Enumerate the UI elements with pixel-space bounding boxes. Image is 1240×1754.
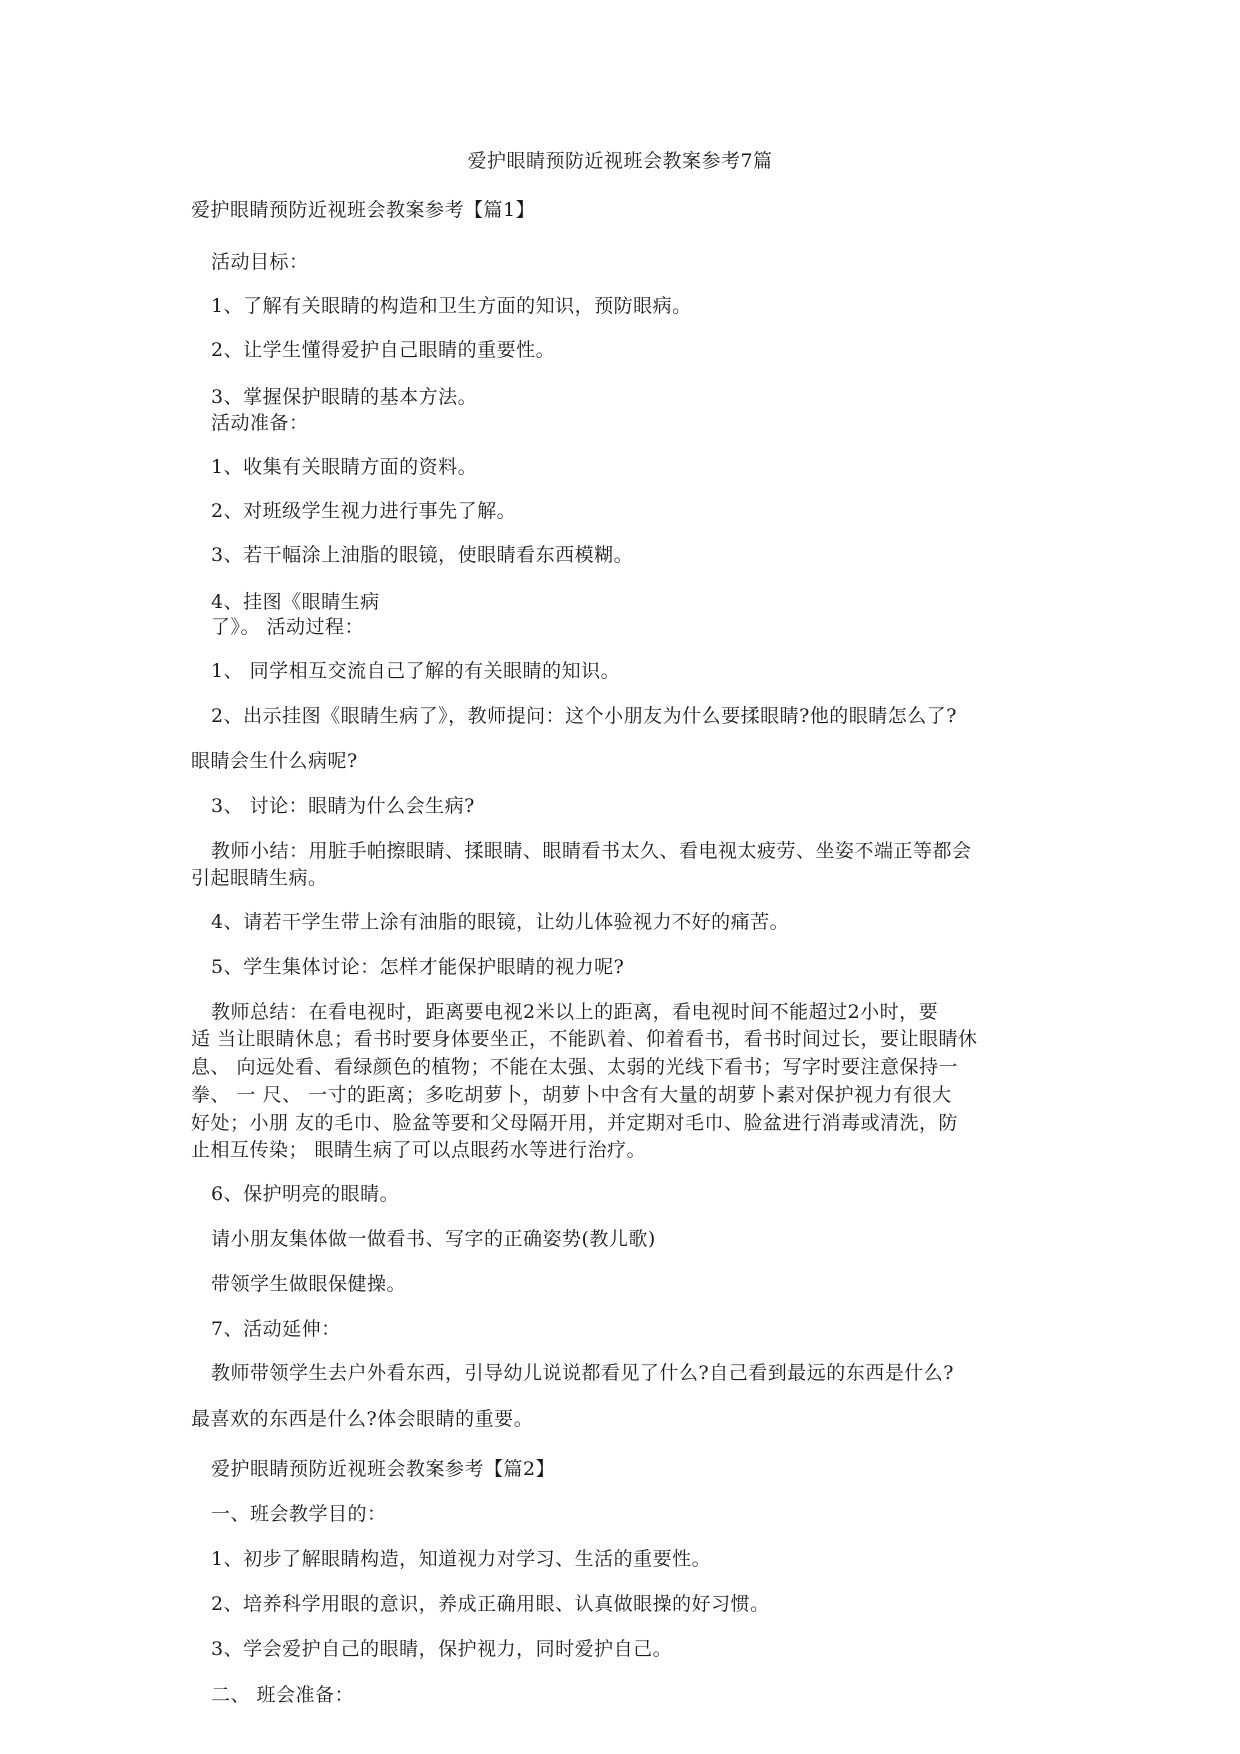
process-item: 带领学生做眼保健操。 (211, 1273, 407, 1295)
process-item: 3、 讨论：眼睛为什么会生病? (211, 795, 475, 817)
process-item: 7、活动延伸： (211, 1318, 341, 1340)
process-item: 适 当让眼睛休息；看书时要身体要坐正，不能趴着、仰着看书，看书时间过长，要让眼睛休 (191, 1028, 978, 1050)
process-item: 2、出示挂图《眼睛生病了》，教师提问：这个小朋友为什么要揉眼睛?他的眼睛怎么了? (211, 705, 957, 727)
document-title: 爱护眼睛预防近视班会教案参考7篇 (467, 150, 773, 172)
process-item: 止相互传染； 眼睛生病了可以点眼药水等进行治疗。 (191, 1139, 647, 1161)
process-item: 教师总结：在看电视时，距离要电视2米以上的距离，看电视时间不能超过2小时，要 (211, 1001, 939, 1023)
prep-item: 2、对班级学生视力进行事先了解。 (211, 500, 517, 522)
process-item: 好处；小朋 友的毛巾、脸盆等要和父母隔开用，并定期对毛巾、脸盆进行消毒或清洗，防 (191, 1112, 959, 1134)
section-1-heading: 爱护眼睛预防近视班会教案参考【篇1】 (191, 199, 536, 221)
goal-item: 1、了解有关眼睛的构造和卫生方面的知识，预防眼病。 (211, 295, 692, 317)
prep-item: 了》。 活动过程： (211, 616, 365, 638)
process-item: 拳、 一 尺、 一寸的距离；多吃胡萝卜，胡萝卜中含有大量的胡萝卜素对保护视力有很大 (191, 1084, 952, 1106)
process-item: 息、 向远处看、看绿颜色的植物；不能在太强、太弱的光线下看书；写字时要注意保持一 (191, 1056, 959, 1078)
goal-item: 2、让学生懂得爱护自己眼睛的重要性。 (211, 339, 556, 361)
activity-goals-label: 活动目标： (211, 251, 309, 273)
class-goal-item: 1、初步了解眼睛构造，知道视力对学习、生活的重要性。 (211, 1548, 712, 1570)
class-goal-item: 2、培养科学用眼的意识，养成正确用眼、认真做眼操的好习惯。 (211, 1593, 770, 1615)
class-goal-label: 一、班会教学目的： (211, 1503, 387, 1525)
process-item: 教师小结：用脏手帕擦眼睛、揉眼睛、眼睛看书太久、看电视太疲劳、坐姿不端正等都会 (211, 840, 972, 862)
class-prep-label: 二、 班会准备： (211, 1684, 355, 1706)
process-item: 请小朋友集体做一做看书、写字的正确姿势(教儿歌) (211, 1228, 656, 1250)
process-item: 5、学生集体讨论：怎样才能保护眼睛的视力呢? (211, 956, 625, 978)
prep-item: 1、收集有关眼睛方面的资料。 (211, 456, 478, 478)
activity-prep-label: 活动准备： (211, 412, 309, 434)
prep-item: 3、若干幅涂上油脂的眼镜，使眼睛看东西模糊。 (211, 544, 634, 566)
process-item: 引起眼睛生病。 (191, 867, 328, 889)
process-item: 4、请若干学生带上涂有油脂的眼镜，让幼儿体验视力不好的痛苦。 (211, 911, 790, 933)
prep-item: 4、挂图《眼睛生病 (211, 591, 380, 613)
process-item: 6、保护明亮的眼睛。 (211, 1183, 400, 1205)
goal-item: 3、掌握保护眼睛的基本方法。 (211, 386, 478, 408)
process-item: 教师带领学生去户外看东西，引导幼儿说说都看见了什么?自己看到最远的东西是什么? (211, 1362, 954, 1384)
class-goal-item: 3、学会爱护自己的眼睛，保护视力，同时爱护自己。 (211, 1638, 673, 1660)
section-2-heading: 爱护眼睛预防近视班会教案参考【篇2】 (211, 1458, 556, 1480)
process-item: 眼睛会生什么病呢? (191, 750, 358, 772)
process-item: 1、 同学相互交流自己了解的有关眼睛的知识。 (211, 660, 621, 682)
process-item: 最喜欢的东西是什么?体会眼睛的重要。 (191, 1408, 534, 1430)
